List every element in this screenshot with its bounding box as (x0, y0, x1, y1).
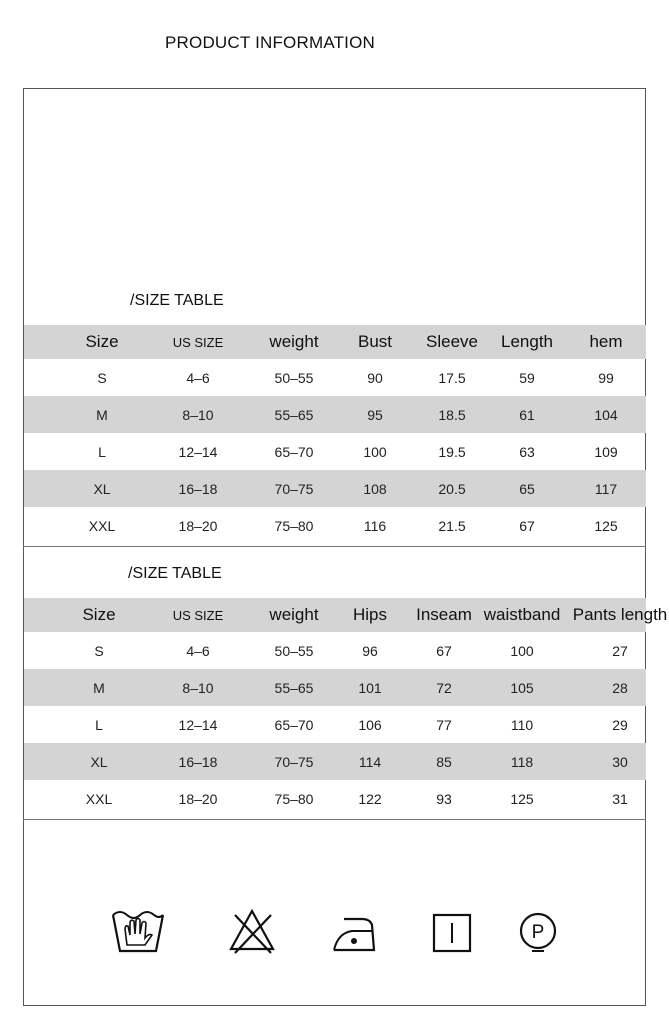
table-cell: 101 (358, 679, 382, 696)
table-header-row (24, 598, 668, 632)
table-cell: 67 (436, 642, 452, 659)
table-cell: 65–70 (274, 716, 314, 733)
table-cell: 108 (363, 480, 387, 497)
top-size-table (24, 325, 646, 544)
table-cell: 65 (519, 480, 535, 497)
table-cell: 28 (612, 679, 628, 696)
table-cell: 8–10 (182, 406, 214, 423)
section-divider (23, 546, 646, 547)
svg-text:P: P (531, 922, 545, 943)
bottom-size-table (24, 598, 668, 817)
table-cell: 104 (594, 406, 618, 423)
table-cell: 63 (519, 443, 535, 460)
table-cell: M (96, 406, 108, 423)
table-cell: 18.5 (438, 406, 466, 423)
table-cell: 70–75 (274, 753, 314, 770)
table-cell: 117 (594, 480, 618, 497)
table-cell: M (93, 679, 105, 696)
table-cell: 30 (612, 753, 628, 770)
table-row (24, 359, 646, 396)
table-cell: 59 (519, 369, 535, 386)
table-cell: 12–14 (178, 716, 218, 733)
table-row (24, 433, 646, 470)
table-cell: 106 (358, 716, 382, 733)
table-cell: 125 (510, 790, 534, 807)
table-cell: L (98, 443, 106, 460)
table-row (24, 396, 646, 433)
table-cell: 93 (436, 790, 452, 807)
table-cell: 50–55 (274, 642, 314, 659)
bottom-size-table-title: /SIZE TABLE (128, 565, 222, 582)
top-size-table-title: /SIZE TABLE (130, 292, 224, 309)
iron-low-icon (330, 905, 380, 955)
content-frame (23, 88, 646, 1006)
column-header: Bust (357, 332, 393, 351)
table-cell: 109 (594, 443, 618, 460)
table-cell: 61 (519, 406, 535, 423)
table-row (24, 706, 646, 743)
table-cell: XL (90, 753, 108, 770)
table-row (24, 470, 646, 507)
table-cell: 96 (362, 642, 378, 659)
column-header: weight (269, 605, 319, 624)
column-header: Hips (352, 605, 387, 624)
table-cell: 18–20 (178, 517, 218, 534)
table-cell: 122 (358, 790, 382, 807)
column-header: Size (85, 332, 119, 351)
table-cell: 12–14 (178, 443, 218, 460)
column-header: weight (269, 332, 319, 351)
table-cell: 100 (510, 642, 534, 659)
professional-dry-clean-icon (518, 905, 560, 955)
table-cell: 4–6 (186, 642, 210, 659)
table-row (24, 507, 646, 544)
table-cell: 17.5 (438, 369, 466, 386)
column-header: Size (82, 605, 116, 624)
table-row (24, 669, 646, 706)
table-cell: 31 (612, 790, 628, 807)
table-cell: 19.5 (438, 443, 466, 460)
table-cell: 4–6 (186, 369, 210, 386)
table-cell: 90 (367, 369, 383, 386)
table-cell: 95 (367, 406, 383, 423)
table-row (24, 743, 646, 780)
table-cell: 67 (519, 517, 535, 534)
column-header: Length (501, 332, 553, 351)
table-cell: 105 (510, 679, 534, 696)
column-header: waistband (483, 605, 561, 624)
page-title: PRODUCT INFORMATION (165, 33, 375, 52)
table-cell: 116 (363, 517, 387, 534)
table-cell: 55–65 (274, 406, 314, 423)
column-header: hem (589, 332, 623, 351)
table-cell: 75–80 (274, 790, 314, 807)
table-cell: 18–20 (178, 790, 218, 807)
table-cell: 55–65 (274, 679, 314, 696)
table-cell: XL (93, 480, 111, 497)
table-row (24, 780, 646, 817)
table-cell: XXL (88, 517, 116, 534)
table-cell: S (97, 369, 107, 386)
table-header-row (24, 325, 646, 359)
table-cell: 16–18 (178, 480, 218, 497)
table-cell: 50–55 (274, 369, 314, 386)
table-cell: 100 (363, 443, 387, 460)
table-cell: 118 (510, 753, 534, 770)
line-dry-icon (432, 905, 474, 955)
column-header: Sleeve (426, 332, 478, 351)
table-cell: 85 (436, 753, 452, 770)
hand-wash-icon (110, 905, 166, 955)
table-row (24, 632, 646, 669)
table-cell: 110 (510, 716, 534, 733)
table-cell: 75–80 (274, 517, 314, 534)
table-cell: 20.5 (438, 480, 466, 497)
column-header: US SIZE (172, 334, 224, 350)
section-divider (23, 819, 646, 820)
column-header: Inseam (416, 605, 472, 624)
table-cell: 65–70 (274, 443, 314, 460)
column-header: US SIZE (172, 607, 224, 623)
table-cell: XXL (85, 790, 113, 807)
table-cell: 8–10 (182, 679, 214, 696)
table-cell: 77 (436, 716, 452, 733)
table-cell: 16–18 (178, 753, 218, 770)
care-instructions (0, 905, 669, 965)
table-cell: 29 (612, 716, 628, 733)
table-cell: 125 (594, 517, 618, 534)
table-cell: 27 (612, 642, 628, 659)
table-cell: 114 (358, 753, 382, 770)
table-cell: 70–75 (274, 480, 314, 497)
column-header: Pants length (572, 605, 668, 624)
table-cell: 21.5 (438, 517, 466, 534)
table-cell: 99 (598, 369, 614, 386)
table-cell: L (95, 716, 103, 733)
do-not-bleach-icon (227, 905, 277, 955)
table-cell: S (94, 642, 104, 659)
table-cell: 72 (436, 679, 452, 696)
